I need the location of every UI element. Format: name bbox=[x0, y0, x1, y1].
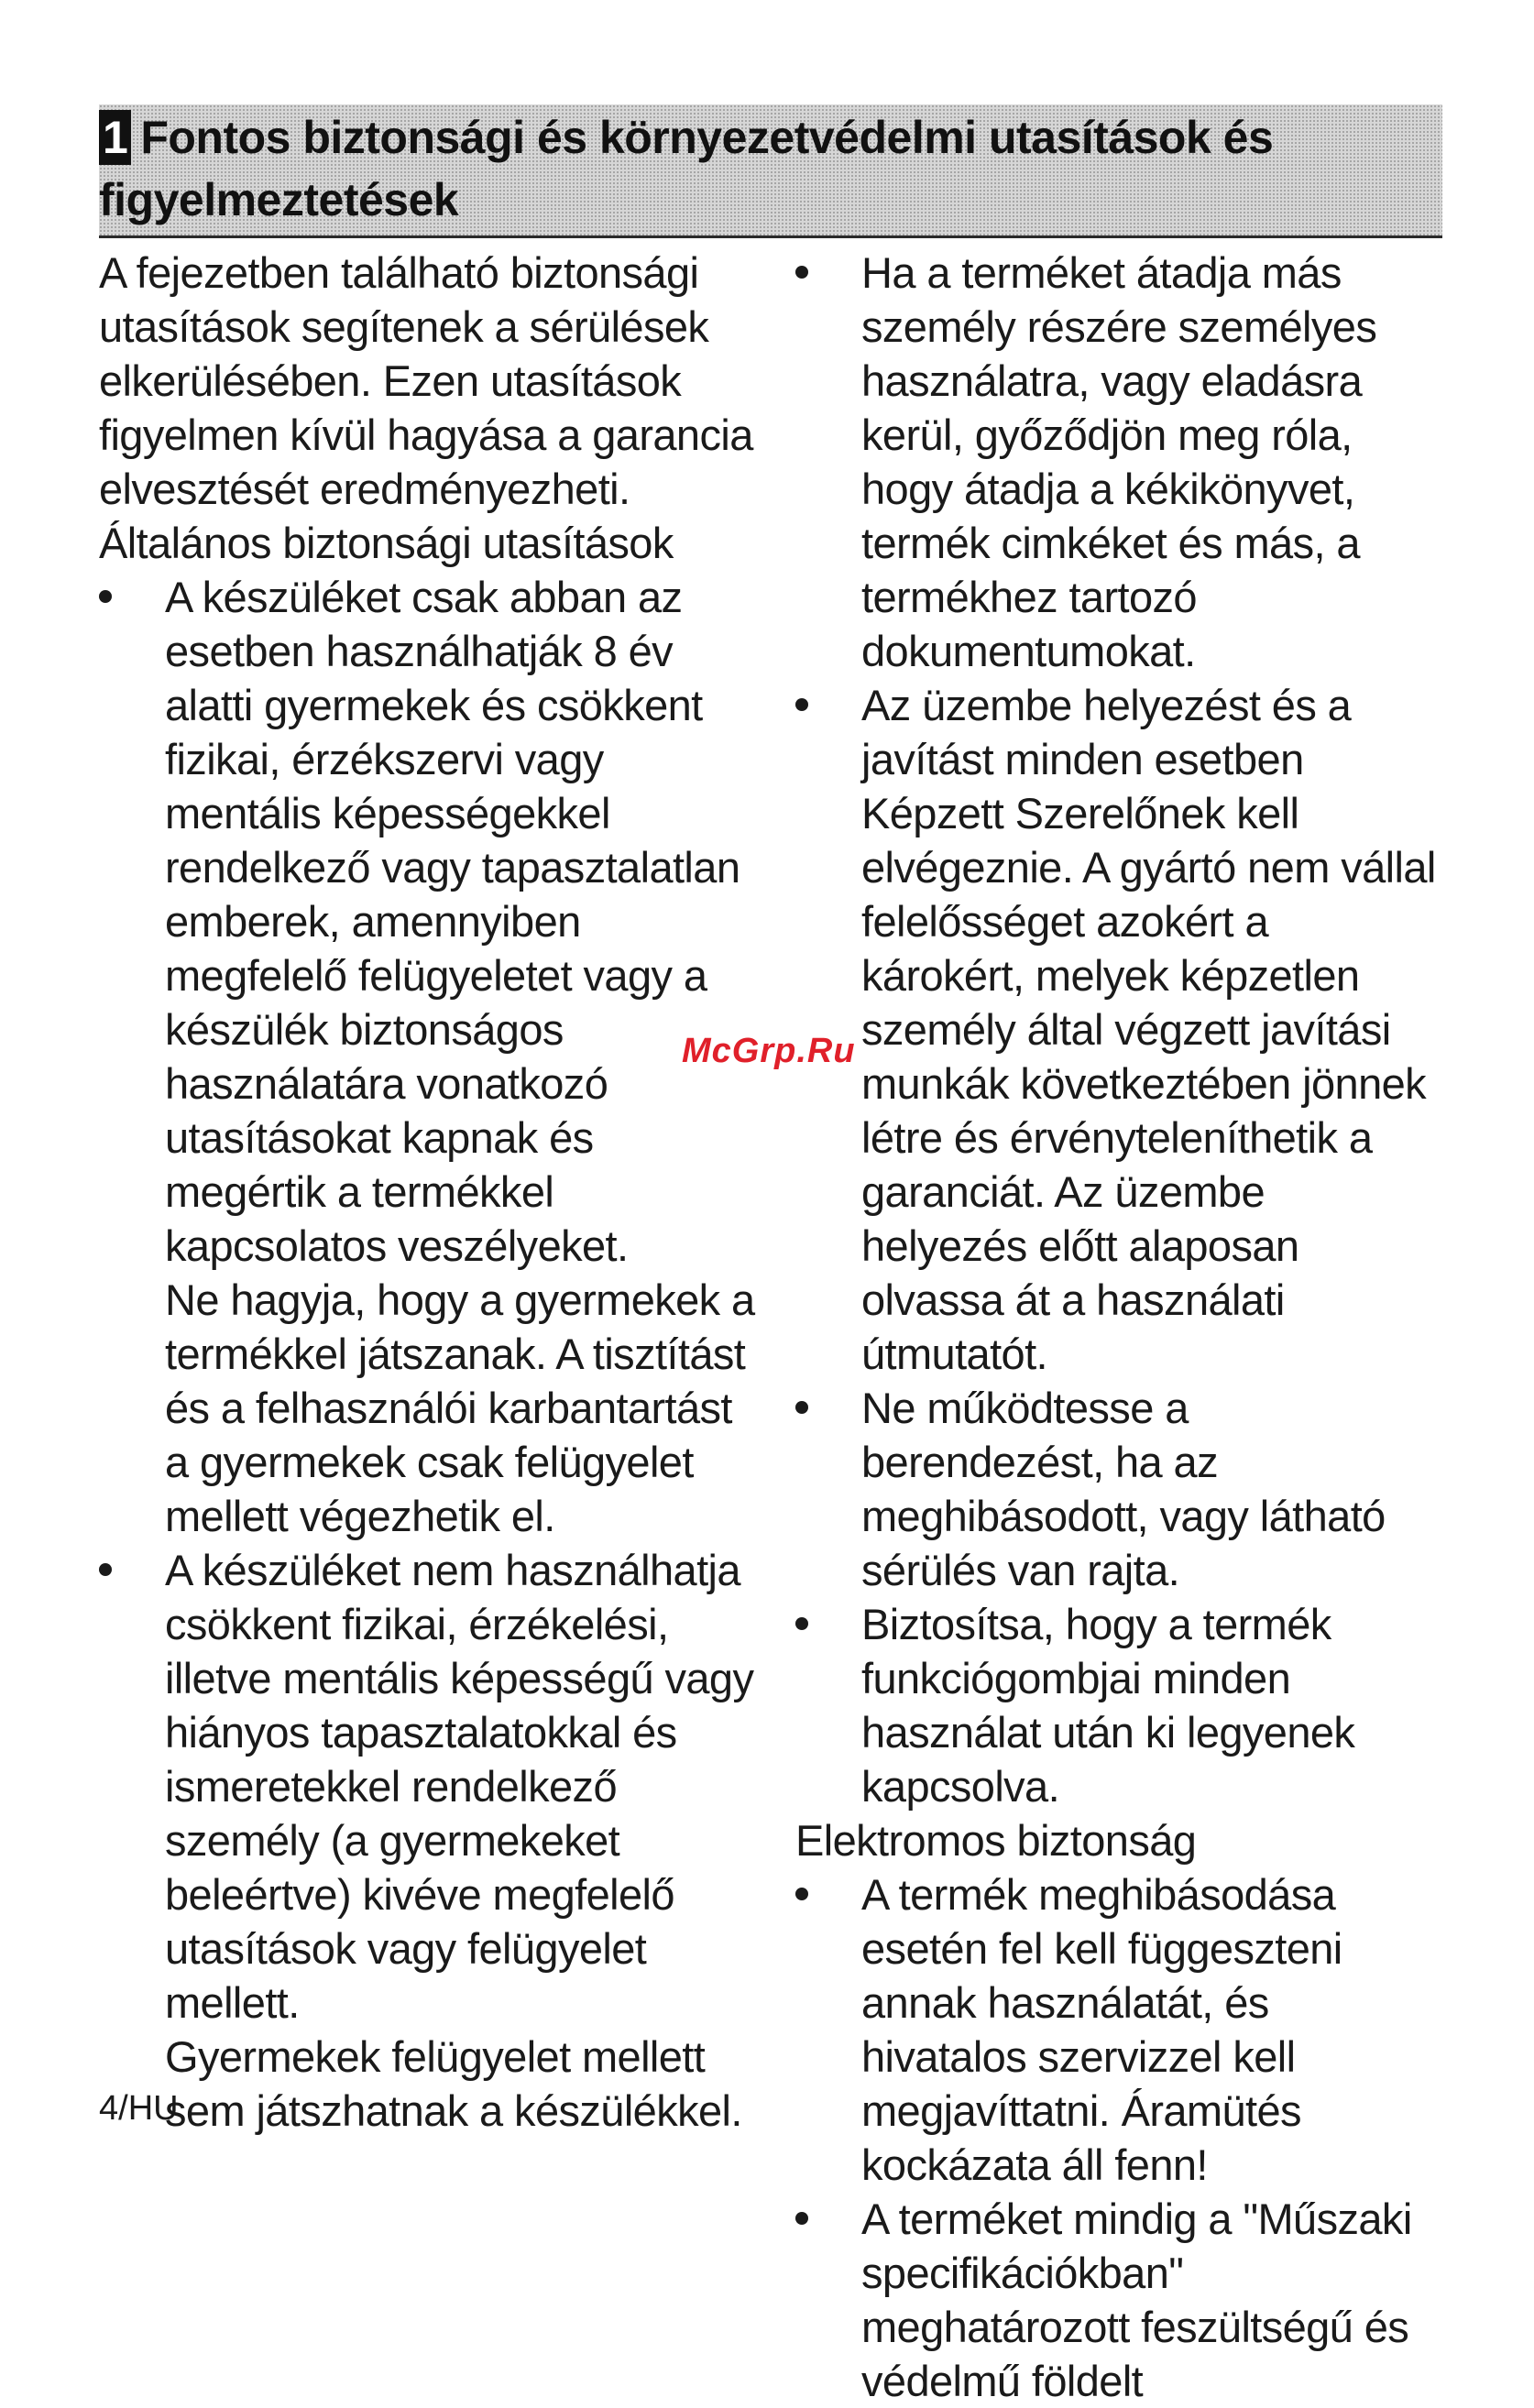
list-item bbox=[795, 1381, 1437, 1597]
list-item bbox=[795, 246, 1437, 678]
list-item-extra: Ne hagyja, hogy a gyermekek a termékkel játszanak. A tisztítást és a felhasználói karbantartást a gyermekek csak felügyelet mellett végezhetik el. bbox=[165, 1275, 755, 1540]
bullet-icon bbox=[795, 266, 808, 279]
list-item-text: Biztosítsa, hogy a termék funkciógombjai minden használat után ki legyenek kapcsolva. bbox=[861, 1600, 1355, 1811]
list-item-text: Az üzembe helyezést és a javítást minden esetben Képzett Szerelőnek kell elvégeznie. A gyártó nem vállal felelősséget azokért a károkért, melyek képzetlen személy által végzett javítási munkák következtében jönnek létre és érvényteleníthetik a garanciát. Az üzembe helyezés előtt alaposan olvassa át a használati útmutatót. bbox=[861, 681, 1436, 1378]
right-column bbox=[795, 246, 1437, 2408]
list-item-text: Ne működtesse a berendezést, ha az meghibásodott, vagy látható sérülés van rajta. bbox=[861, 1384, 1386, 1594]
list-item-text: A termék meghibásodása esetén fel kell függeszteni annak használatát, és hivatalos szervizzel kell megjavíttatni. Áramütés kockázata áll fenn! bbox=[861, 1870, 1342, 2189]
chapter-title-line1: Fontos biztonsági és környezetvédelmi utasítások és bbox=[140, 112, 1274, 163]
left-column bbox=[99, 246, 759, 2138]
list-item bbox=[99, 570, 759, 1543]
electrical-safety-list bbox=[795, 1867, 1437, 2408]
bullet-icon bbox=[99, 590, 112, 603]
chapter-title-line2: figyelmeztetések bbox=[99, 174, 459, 225]
general-safety-list bbox=[99, 570, 759, 2138]
bullet-icon bbox=[795, 1401, 808, 1414]
chapter-heading bbox=[99, 106, 1437, 231]
list-item bbox=[99, 1543, 759, 2138]
chapter-number: 1 bbox=[99, 110, 131, 165]
bullet-icon bbox=[795, 1888, 808, 1900]
list-item bbox=[795, 1867, 1437, 2192]
watermark: McGrp.Ru bbox=[682, 1032, 856, 1070]
intro-paragraph: A fejezetben található biztonsági utasítások segítenek a sérülések elkerülésében. Ezen utasítások figyelmen kívül hagyása a garancia elvesztését eredményezheti. bbox=[99, 248, 753, 513]
list-item-text: A készüléket csak abban az esetben használhatják 8 év alatti gyermekek és csökkent fizikai, érzékszervi vagy mentális képességekkel rendelkező vagy tapasztalatlan emberek, amennyiben megfelelő felügyeletet vagy a készülék biztonságos használatára vonatkozó utasításokat kapnak és megértik a termékkel kapcsolatos veszélyeket. bbox=[165, 573, 740, 1270]
electrical-safety-subheading: Elektromos biztonság bbox=[795, 1816, 1197, 1865]
list-item-text: A készüléket nem használhatja csökkent fizikai, érzékelési, illetve mentális képességű vagy hiányos tapasztalatokkal és ismeretekkel rendelkező személy (a gyermekeket beleértve) kivéve megfelelő utasítások vagy felügyelet mellett. bbox=[165, 1546, 754, 2027]
bullet-icon bbox=[795, 698, 808, 711]
general-safety-list-continued bbox=[795, 246, 1437, 1813]
list-item bbox=[795, 2192, 1437, 2408]
list-item bbox=[795, 1597, 1437, 1813]
general-safety-subheading: Általános biztonsági utasítások bbox=[99, 519, 674, 567]
list-item-text: Ha a terméket átadja más személy részére személyes használatra, vagy eladásra kerül, győződjön meg róla, hogy átadja a kékikönyvet, termék cimkéket és más, a termékhez tartozó dokumentumokat. bbox=[861, 248, 1377, 675]
list-item-text: A terméket mindig a "Műszaki specifikációkban" meghatározott feszültségű és védelmű földelt bbox=[861, 2195, 1412, 2405]
bullet-icon bbox=[795, 2212, 808, 2225]
list-item-extra: Gyermekek felügyelet mellett sem játszhatnak a készülékkel. bbox=[165, 2032, 742, 2135]
page-number: 4/HU bbox=[99, 2089, 179, 2128]
list-item bbox=[795, 678, 1437, 1381]
bullet-icon bbox=[795, 1617, 808, 1630]
bullet-icon bbox=[99, 1563, 112, 1576]
